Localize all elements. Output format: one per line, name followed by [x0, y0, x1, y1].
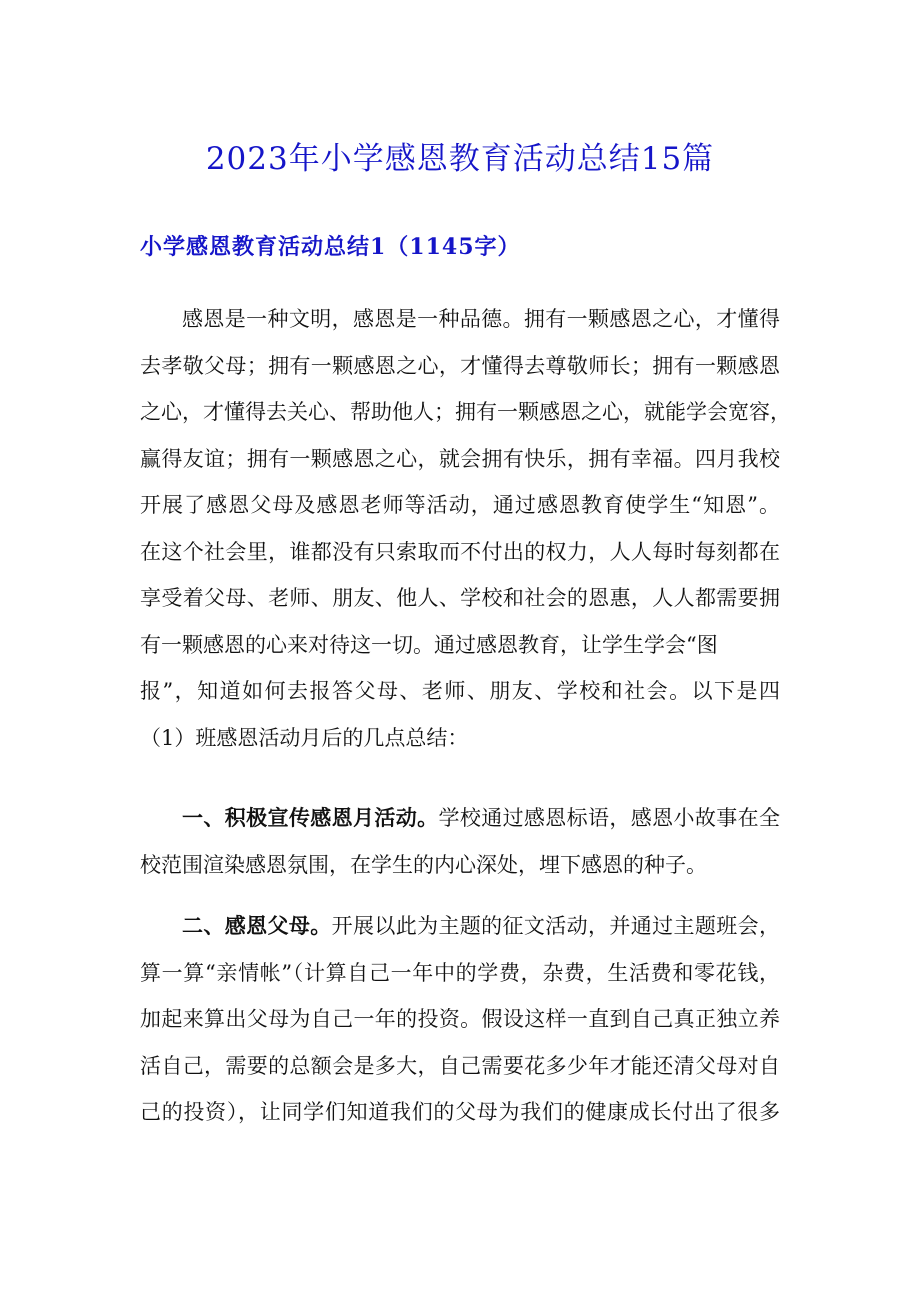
paragraph-line: [140, 903, 780, 950]
paragraph-line: 有一颗感恩的心来对待这一切。通过感恩教育，让学生学会“图: [140, 632, 718, 657]
paragraph-line: 校范围渲染感恩氛围，在学生的内心深处，埋下感恩的种子。: [140, 852, 707, 877]
paragraph-text: 开展以此为主题的征文活动，并通过主题班会，: [331, 914, 780, 938]
paragraph-line: 去孝敬父母；拥有一颗感恩之心，才懂得去尊敬师长；拥有一颗感恩: [140, 353, 780, 378]
paragraph-line: 加起来算出父母为自己一年的投资。假设这样一直到自己真正独立养: [140, 1007, 780, 1031]
paragraph-line: 赢得友谊；拥有一颗感恩之心，就会拥有快乐，拥有幸福。四月我校: [140, 446, 780, 471]
document-title: 2023年小学感恩教育活动总结15篇: [205, 141, 715, 177]
paragraph-lead: 二、感恩父母。: [182, 913, 332, 938]
paragraph-line: 活自己，需要的总额会是多大，自己需要花多少年才能还清父母对自: [140, 1053, 780, 1078]
paragraph-line: 算一算“亲情帐”（计算自己一年中的学费，杂费，生活费和零花钱，: [140, 960, 780, 985]
paragraph-line: 享受着父母、老师、朋友、他人、学校和社会的恩惠，人人都需要拥: [140, 586, 780, 610]
section-heading: 小学感恩教育活动总结1（1145字）: [140, 234, 521, 260]
paragraph-line: 开展了感恩父母及感恩老师等活动，通过感恩教育使学生“知恩”。: [140, 493, 780, 517]
paragraph-intro: [140, 296, 791, 761]
paragraph-parents: [140, 903, 780, 1136]
paragraph-line: （1）班感恩活动月后的几点总结：: [140, 725, 469, 750]
paragraph-line: [140, 795, 780, 842]
paragraph-line: 己的投资），让同学们知道我们的父母为我们的健康成长付出了很多: [140, 1100, 780, 1124]
paragraph-line: 报”，知道如何去报答父母、老师、朋友、学校和社会。以下是四: [140, 679, 780, 703]
paragraph-line: 在这个社会里，谁都没有只索取而不付出的权力，人人每时每刻都在: [140, 539, 780, 564]
paragraph-lead: 一、积极宣传感恩月活动。: [182, 805, 439, 830]
paragraph-text: 学校通过感恩标语，感恩小故事在全: [438, 806, 781, 830]
paragraph-promotion: [140, 795, 780, 888]
paragraph-line: 感恩是一种文明，感恩是一种品德。拥有一颗感恩之心，才懂得: [182, 307, 780, 331]
paragraph-line: 之心，才懂得去关心、帮助他人；拥有一颗感恩之心，就能学会宽容，: [140, 400, 791, 424]
